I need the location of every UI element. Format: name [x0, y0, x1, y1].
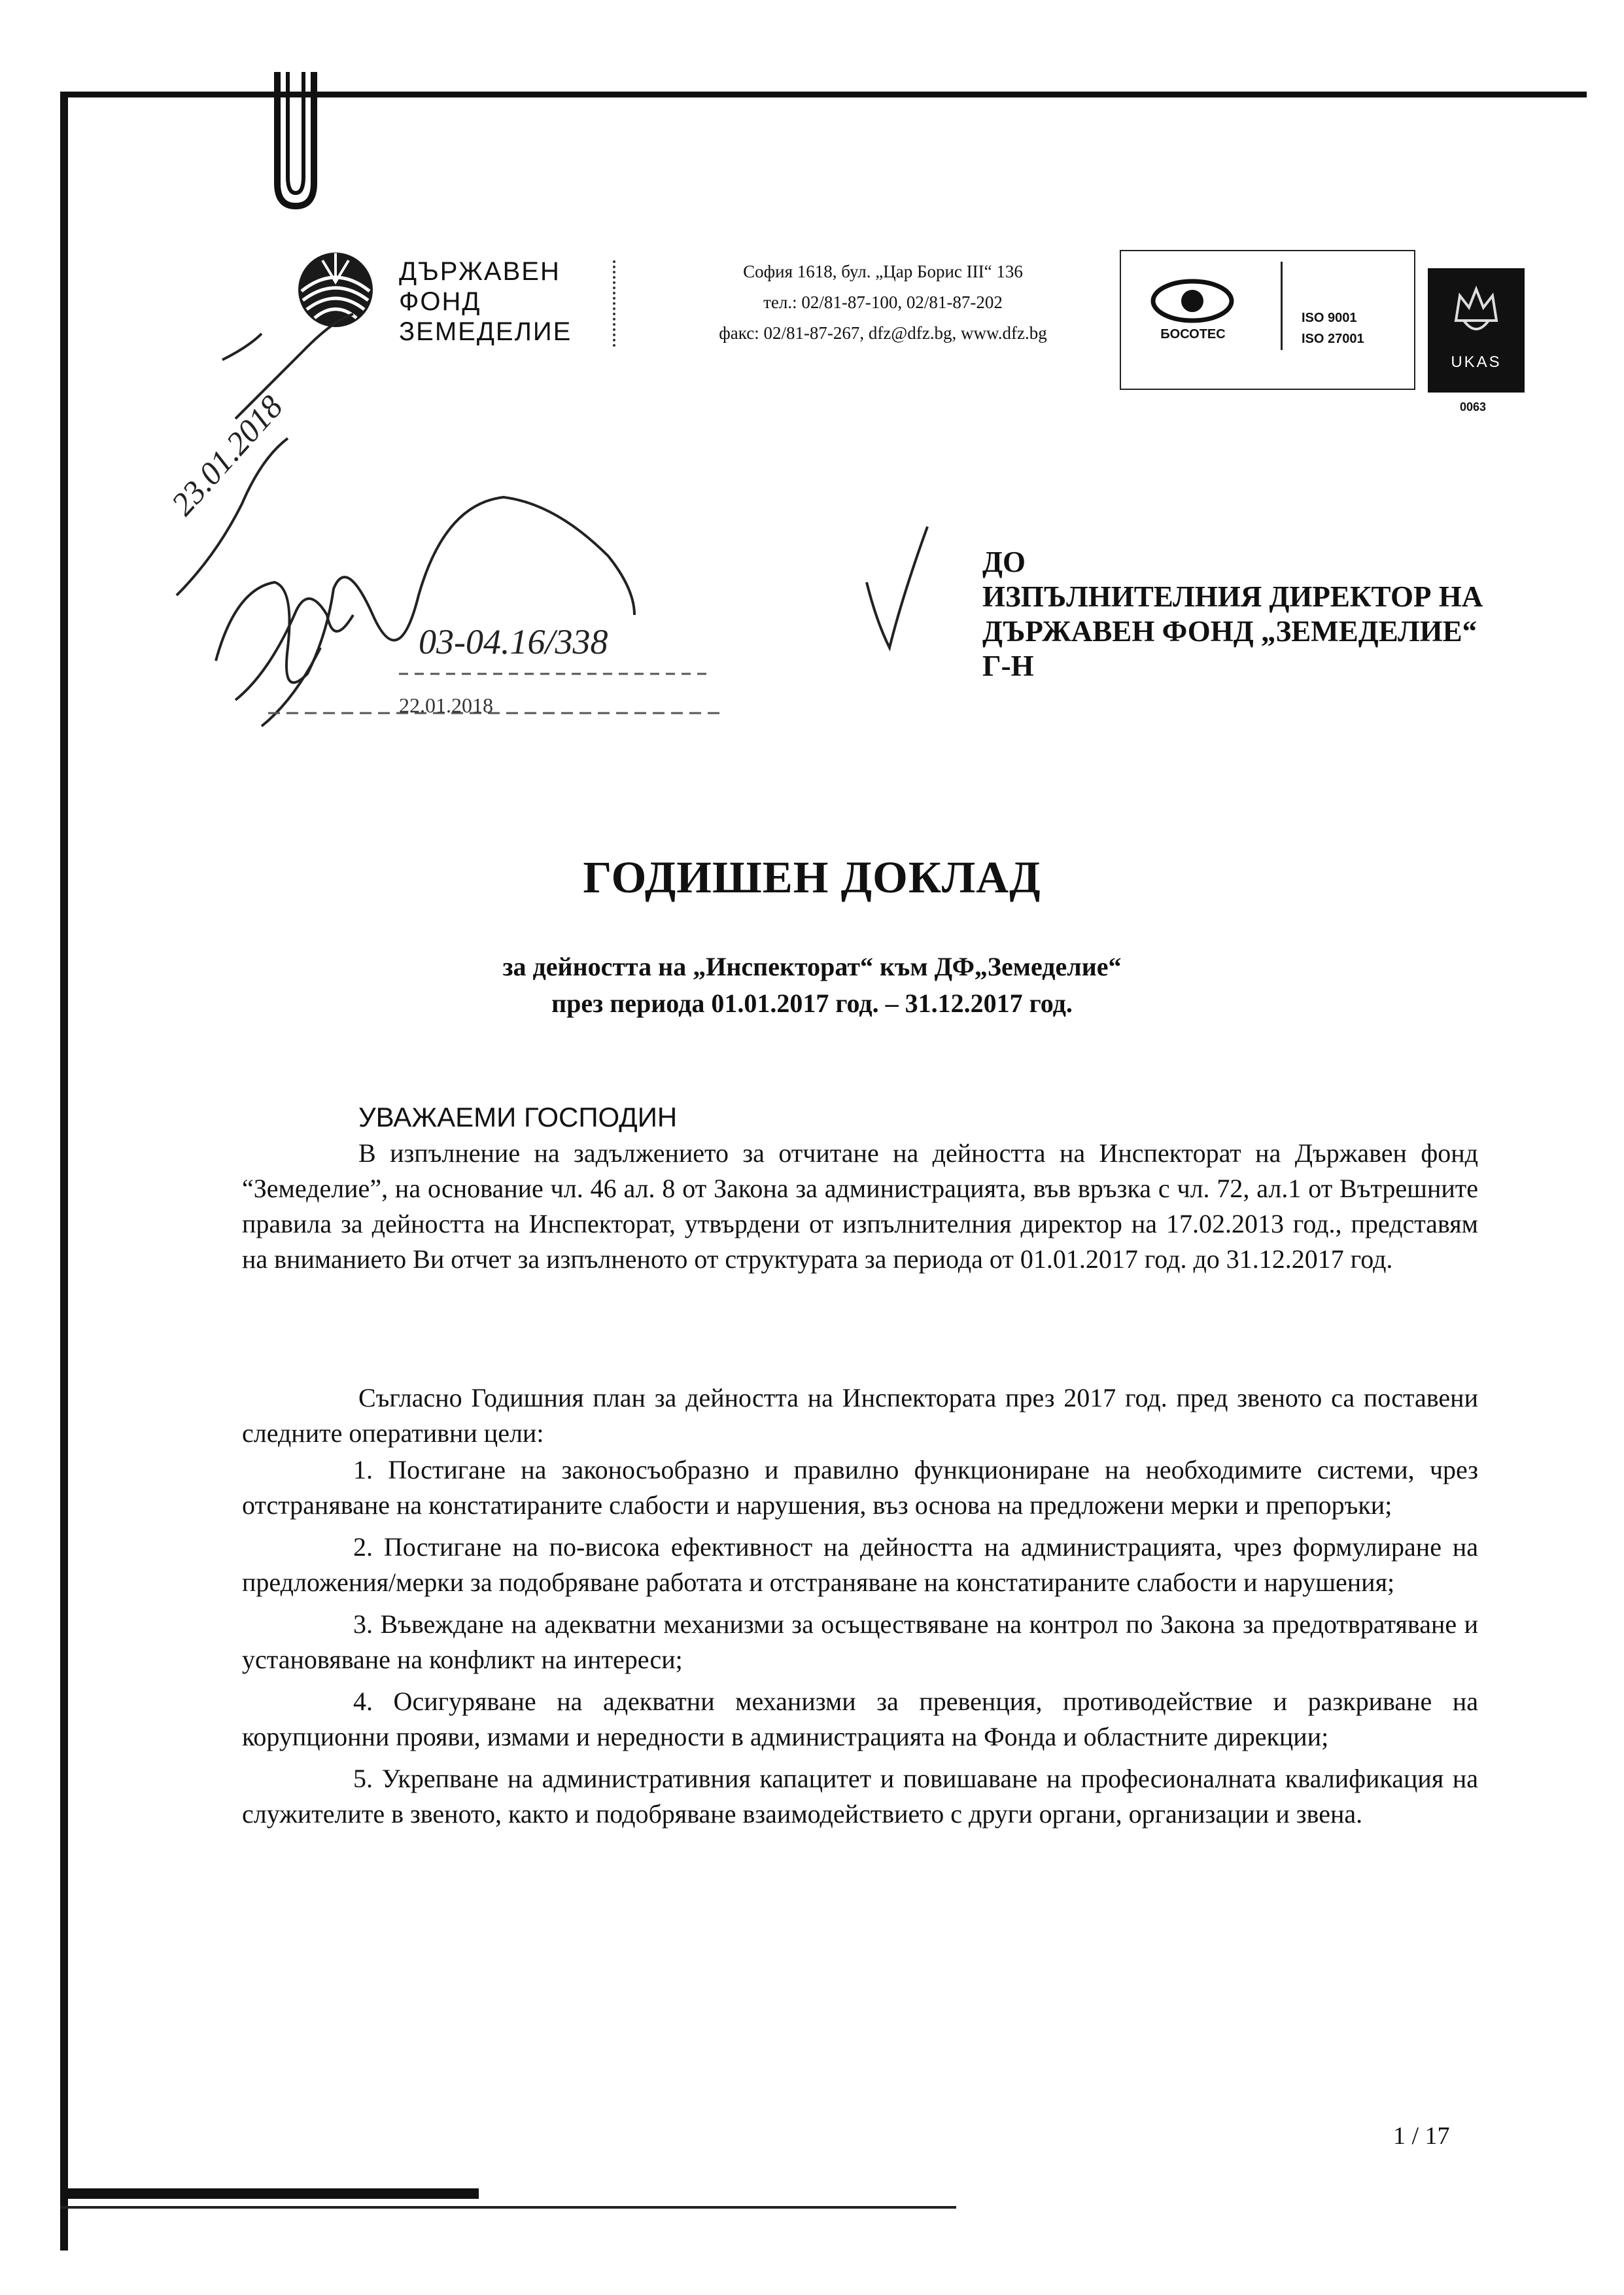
addressee-to: ДО — [982, 546, 1026, 578]
handwritten-date: 23.01.2018 — [164, 388, 290, 523]
checkmark-icon — [863, 523, 929, 654]
scan-edge-bottom-line — [60, 2206, 956, 2209]
addressee-block — [982, 545, 1483, 684]
addressee-position: ИЗПЪЛНИТЕЛНИЯ ДИРЕКТОР НА — [982, 580, 1483, 613]
addressee-organization: ДЪРЖАВЕН ФОНД „ЗЕМЕДЕЛИЕ“ — [982, 615, 1477, 648]
ukas-label: UKAS — [1451, 353, 1502, 371]
goals-list — [242, 1452, 1478, 1838]
paragraph-intro: В изпълнение на задължението за отчитане на дейността на Инспекторат на Държавен фонд “Земеделие”, на основание чл. 46 ал. 8 от Закона за администрацията, във връзка с чл. 72, ал.1 от Вътрешните правила за дейността на Инспекторат, утвърдени от изпълнителния директор на 17.02.2013 год., представям на вниманието Ви отчет за изпълненото от структурата за периода от 01.01.2017 год. до 31.12.2017 год. — [242, 1138, 1478, 1274]
document-subtitle: за дейността на „Инспекторат“ към ДФ„Земеделие“ — [502, 952, 1122, 981]
list-item: 3. Въвеждане на адекватни механизми за осъществяване на контрол по Закона за предотвратяване и установяване на конфликт на интереси; — [242, 1609, 1478, 1674]
salutation: УВАЖАЕМИ ГОСПОДИН — [358, 1102, 678, 1132]
fax-email-web: факс: 02/81-87-267, dfz@dfz.bg, www.dfz.bg — [719, 323, 1047, 343]
iso-standards — [1302, 307, 1364, 349]
ukas-number: 0063 — [1460, 400, 1487, 413]
certifier-name: БОСОТЕС — [1160, 327, 1226, 342]
scan-edge-bottom — [60, 2188, 479, 2199]
list-item: 2. Постигане на по-висока ефективност на дейността на администрацията, чрез формулиране на предложения/мерки за подобряване работата и отстраняване на констатираните слабости и нарушения; — [242, 1532, 1478, 1597]
list-item: 5. Укрепване на административния капацитет и повишаване на професионалната квалификация на служителите в звеното, както и подобряване взаимодействието с други органи, организации и звена. — [242, 1764, 1478, 1829]
scan-edge-left — [60, 92, 68, 2251]
certification-divider — [1281, 262, 1283, 350]
iso-27001: ISO 27001 — [1302, 332, 1364, 346]
iso-9001: ISO 9001 — [1302, 311, 1357, 325]
document-title: ГОДИШЕН ДОКЛАД — [583, 852, 1041, 902]
list-item: 4. Осигуряване на адекватни механизми за превенция, противодействие и разкриване на корупционни прояви, измами и нередности в администрацията на Фонда и областните дирекции; — [242, 1687, 1478, 1751]
paragraph-goals: Съгласно Годишния план за дейността на Инспектората през 2017 год. пред звеното са поставени следните оперативни цели: — [242, 1383, 1478, 1448]
document-period: през периода 01.01.2017 год. – 31.12.2017 год. — [551, 989, 1073, 1018]
address: София 1618, бул. „Цар Борис III“ 136 — [743, 262, 1023, 281]
crown-icon — [1451, 281, 1502, 340]
org-line-2: ФОНД — [399, 287, 481, 316]
org-line-3: ЗЕМЕДЕЛИЕ — [399, 317, 572, 346]
registration-number: 03-04.16/338 — [419, 622, 608, 661]
addressee-name: Г-Н — [982, 650, 1034, 682]
registration-date: 22.01.2018 — [399, 693, 493, 717]
paperclip-icon — [271, 72, 320, 209]
handwritten-signature — [137, 307, 746, 752]
list-item: 1. Постигане на законосъобразно и правилно функциониране на необходимите системи, чрез отстраняване на констатираните слабости и нарушения, въз основа на предложени мерки и препоръки; — [242, 1455, 1478, 1520]
org-line-1: ДЪРЖАВЕН — [399, 257, 561, 286]
phone: тел.: 02/81-87-100, 02/81-87-202 — [763, 292, 1003, 312]
page-number: 1 / 17 — [1393, 2122, 1450, 2150]
